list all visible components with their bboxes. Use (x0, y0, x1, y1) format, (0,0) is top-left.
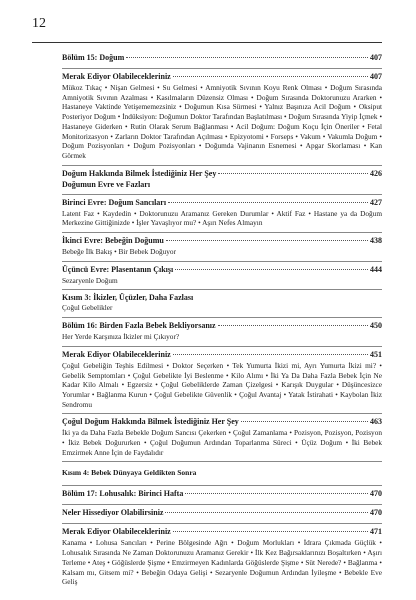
toc-block (62, 318, 382, 347)
toc-entry-topics: Çoğul Gebeliğin Teşhis Edilmesi • Doktor Seçerken • Tek Yumurta İkizi mi, Ayrı Yumurta İkizi mi? • Gebelik Semptomları • Çoğul Gebelikte İyi Beslenme • Kilo Alımı • İki Ya Da Daha Fazla Bebek İçin Ne Kadar Kilo Almalı • Egzersiz • Çoğul Gebeliklerde Zaman Çizelgesi • Karışık Duygular • Düşüncesizce Yorumlar • Bağlanma Kurun • Çoğul Gebelikte Güvenlik • Çoğul Avantaj • Yatak İstirahati • Kaybolan İkiz Sendromu (62, 360, 382, 409)
leader-dots (173, 76, 368, 77)
leader-dots (173, 354, 368, 355)
toc-entry-page: 427 (370, 197, 382, 207)
toc-block (62, 462, 382, 486)
toc-block (62, 524, 382, 591)
toc-entry (62, 350, 382, 360)
toc-entry-topics: Sezaryenle Doğum (62, 275, 118, 285)
toc-entry-title: Üçüncü Evre: Plasentanın Çıkışı (62, 264, 174, 274)
toc-entry-page: 470 (370, 489, 382, 499)
toc-entry (62, 527, 382, 537)
leader-dots (173, 531, 368, 532)
toc-block (62, 262, 382, 291)
leader-dots (241, 421, 368, 422)
toc-entry-topics: Bebeğe İlk Bakış • Bir Bebek Doğuyor (62, 247, 177, 257)
toc-entry-title: Merak Ediyor Olabilecekleriniz (62, 527, 171, 537)
leader-dots (185, 493, 368, 494)
toc-entry (62, 508, 382, 518)
toc-block (62, 166, 382, 195)
part-heading: Kısım 4: Bebek Dünyaya Geldikten Sonra (62, 468, 197, 478)
toc-entry-topics: Latent Faz • Kaydedin • Doktorunuzu Aramanız Gereken Durumlar • Aktif Faz • Hastane ya da Doğum Merkezine Gittiğinizde • İşler Yavaşlıyor mu? • Aşırı Nefes Almayın (62, 208, 382, 228)
leader-dots (168, 202, 368, 203)
page-number: 12 (32, 16, 46, 31)
toc-entry-topics: Mükoz Tıkaç • Nişan Gelmesi • Su Gelmesi • Amniyotik Sıvının Koyu Renk Olması • Doğum Sırasında Amniyotik Sıvının Azalması • Kasılmaların Düzensiz Olması • Doğum Sırasında Doktorunuzu Ararken • Hastaneye Vaktinde Yetişememezsiniz • Doğumun Kısa Sürmesi • Yalnız Başınıza Acil Doğum • Oksiput Posteriyor Doğum • İndüksiyon: Doğumun Doktor Tarafından Başlatılması • Doğum Sırasında Yiyip İçmek • Hastaneye Giderken • Rutin Olarak Serum Bağlanması • Acil Doğum: Doğum Koçu İçin Öneriler • Fetal Monitorizasyon • Zarların Doktor Tarafından Açılması • Epizyotomi • Forseps • Vakum • Vakumla Doğum • Doğum Pozisyonları • Doğum Pozisyonları • Doğumda Vajinanın Esnemesi • Apgar Skorlaması • Kan Görmek (62, 83, 382, 160)
toc-entry-page: 407 (370, 53, 382, 62)
header-rule (32, 42, 382, 43)
leader-dots (175, 269, 368, 270)
toc-entry-page: 450 (370, 321, 382, 331)
toc-entry-topics: Çoğul Gebelikler (62, 303, 113, 313)
toc-entry-title: Bölüm 17: Lohusalık: Birinci Hafta (62, 489, 184, 499)
toc-entry-topics: Kanama • Lohusa Sancıları • Perine Bölgesinde Ağrı • Doğum Morlukları • İdrara Çıkmada Güçlük • Lohusalık Sırasında Ne Zaman Doktorunuzu Aramanız Gerekir • İlk Kez Bağırsaklarınızı Boşaltırken • Aşırı Terleme • Ateş • Göğüslerde Şişme • Emzirmeyen Kadınlarda Göğüslerde Şişme • Süt Nerede? • Bağlanma • Kalsam mı, Gitsem mi? • Bebeğin Odaya Gelişi • Sezaryenle Doğumun Ardından İyileşme • Bebekle Eve Geliş (62, 538, 382, 587)
toc-block (62, 233, 382, 262)
toc-block (62, 195, 382, 233)
leader-dots (166, 240, 368, 241)
toc-entry (62, 72, 382, 82)
toc-entry-title: Çoğul Doğum Hakkında Bilmek İstediğiniz Her Şey (62, 417, 239, 427)
toc-entry-title: Birinci Evre: Doğum Sancıları (62, 197, 167, 207)
toc-entry (62, 321, 382, 331)
table-of-contents (62, 50, 382, 591)
toc-entry-page: 463 (370, 417, 382, 427)
toc-entry-page: 471 (370, 527, 382, 537)
toc-entry-page: 407 (370, 72, 382, 81)
leader-dots (165, 512, 368, 513)
toc-subtitle: Doğumun Evre ve Fazları (62, 179, 151, 189)
toc-entry (62, 489, 382, 499)
toc-entry-page: 438 (370, 236, 382, 246)
toc-block (62, 290, 382, 318)
toc-entry (62, 265, 382, 275)
toc-entry (62, 198, 382, 208)
toc-entry (62, 53, 382, 63)
toc-entry-title: Bölüm 15: Doğum (62, 53, 125, 62)
toc-entry-topics: İki ya da Daha Fazla Bebekle Doğum Sancısı Çekerken • Çoğul Zamanlama • Pozisyon, Pozisyon, Pozisyon • İkiz Bebek Doğururken • Çoğul Doğumun Ardından Toparlanma Süreci • Üçüz Doğum • İki Bebek Emzirmek Anne İçin de Faydalıdır (62, 428, 382, 457)
toc-block (62, 414, 382, 462)
toc-entry-title: İkinci Evre: Bebeğin Doğumu (62, 236, 164, 246)
toc-entry-title: Doğum Hakkında Bilmek İstediğiniz Her Şey (62, 168, 217, 178)
leader-dots (126, 57, 368, 58)
toc-entry-title: Merak Ediyor Olabilecekleriniz (62, 349, 171, 359)
toc-entry-title: Neler Hissediyor Olabilirsiniz (62, 508, 164, 518)
part-heading: Kısım 3: İkizler, Üçüzler, Daha Fazlası (62, 293, 194, 303)
toc-entry (62, 417, 382, 427)
toc-entry-title: Merak Ediyor Olabilecekleriniz (62, 72, 171, 81)
toc-block (62, 50, 382, 69)
toc-entry (62, 236, 382, 246)
toc-entry (62, 169, 382, 179)
toc-entry-page: 444 (370, 264, 382, 274)
toc-entry-page: 451 (370, 349, 382, 359)
toc-entry-page: 470 (370, 508, 382, 518)
toc-entry-page: 426 (370, 168, 382, 178)
leader-dots (218, 173, 368, 174)
toc-entry-title: Bölüm 16: Birden Fazla Bebek Bekliyorsanız (62, 321, 216, 331)
leader-dots (218, 325, 368, 326)
toc-block (62, 347, 382, 415)
toc-block (62, 69, 382, 166)
toc-block (62, 486, 382, 505)
toc-block (62, 505, 382, 524)
toc-entry-topics: Her Yerde Karşınıza İkizler mi Çıkıyor? (62, 332, 180, 342)
